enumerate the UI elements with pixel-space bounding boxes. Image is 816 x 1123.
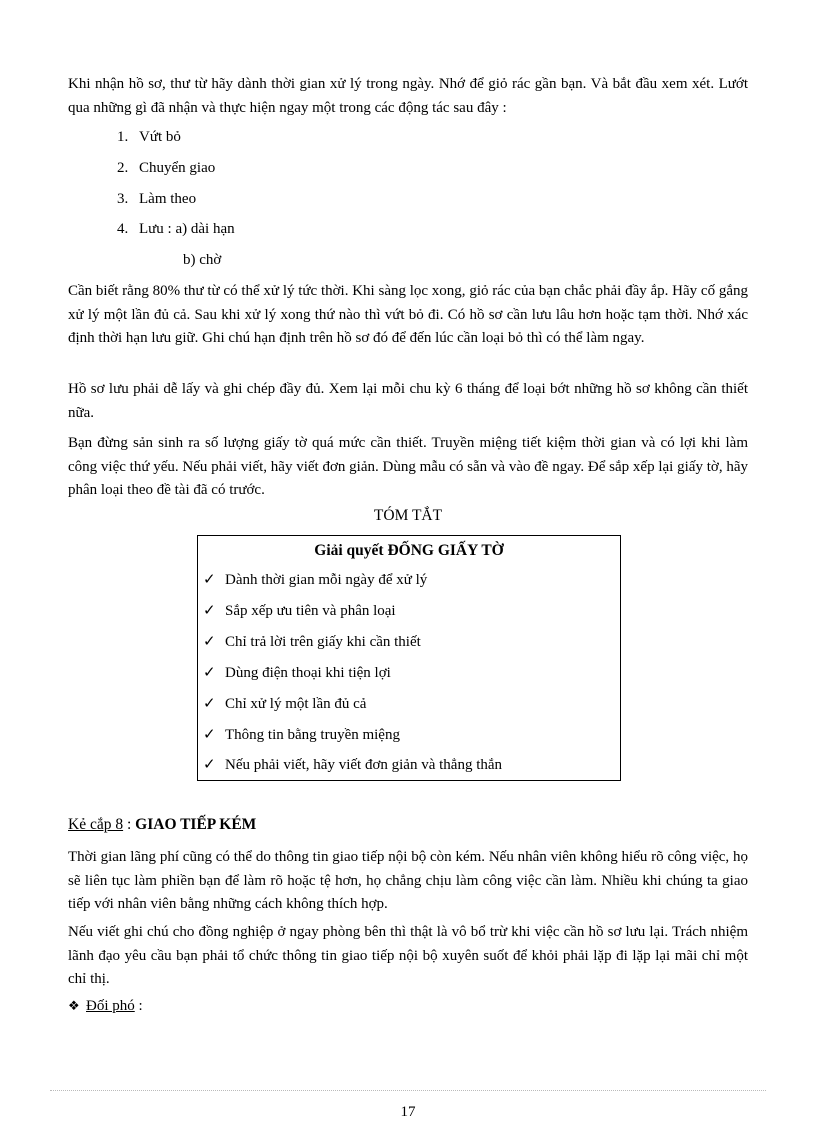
list-item bbox=[117, 127, 181, 147]
summary-box bbox=[197, 535, 621, 781]
list-number: 1. bbox=[117, 129, 129, 145]
check-icon: ✓ bbox=[203, 727, 216, 743]
summary-item bbox=[203, 725, 400, 745]
list-number: 4. bbox=[117, 221, 129, 237]
check-icon: ✓ bbox=[203, 696, 216, 712]
check-icon: ✓ bbox=[203, 757, 216, 773]
check-icon: ✓ bbox=[203, 634, 216, 650]
list-label: Chuyển giao bbox=[139, 160, 216, 176]
list-number: 2. bbox=[117, 160, 129, 176]
summary-item-label: Chỉ xử lý một lần đủ cả bbox=[225, 696, 367, 712]
intro-paragraph: Khi nhận hồ sơ, thư từ hãy dành thời gian xử lý trong ngày. Nhớ để giỏ rác gần bạn. Và bắt đầu xem xét. Lướt qua những gì đã nhận và thực hiện ngay một trong các động tác sau đây : bbox=[68, 76, 748, 116]
coping-label: Đối phó bbox=[86, 998, 135, 1014]
coping-suffix: : bbox=[134, 998, 143, 1014]
section-paragraph-1: Thời gian lãng phí cũng có thể do thông tin giao tiếp nội bộ còn kém. Nếu nhân viên không hiểu rõ công việc, họ sẽ liên tục làm phiền bạn để làm rõ hoặc tệ hơn, họ chẳng chịu làm công việc cần làm. Nhiều khi chúng ta giao tiếp với nhân viên bằng những cách không thích hợp. bbox=[68, 849, 748, 912]
paragraph-archive: Hồ sơ lưu phải dễ lấy và ghi chép đầy đủ. Xem lại mỗi chu kỳ 6 tháng để loại bớt những hồ sơ không cần thiết nữa. bbox=[68, 381, 748, 421]
summary-item-label: Thông tin bằng truyền miệng bbox=[225, 727, 400, 743]
list-number: 3. bbox=[117, 191, 129, 207]
coping-bullet bbox=[68, 998, 143, 1015]
summary-item bbox=[203, 570, 427, 590]
section-separator: : bbox=[123, 816, 136, 833]
diamond-bullet-icon: ❖ bbox=[68, 998, 80, 1013]
page-number: 17 bbox=[400, 1104, 416, 1120]
list-label: Lưu : a) dài hạn bbox=[139, 221, 235, 237]
summary-title: TÓM TẮT bbox=[373, 507, 443, 524]
check-icon: ✓ bbox=[203, 603, 216, 619]
list-label: Vứt bỏ bbox=[139, 129, 181, 145]
summary-item bbox=[203, 694, 366, 714]
section-heading bbox=[68, 816, 256, 834]
list-item bbox=[117, 158, 215, 178]
summary-item-label: Dành thời gian mỗi ngày để xử lý bbox=[225, 572, 428, 588]
summary-item-label: Dùng điện thoại khi tiện lợi bbox=[225, 665, 391, 681]
summary-box-title: Giải quyết ĐỐNG GIẤY TỜ bbox=[314, 542, 504, 559]
section-title: GIAO TIẾP KÉM bbox=[135, 816, 257, 833]
summary-item-label: Sắp xếp ưu tiên và phân loại bbox=[225, 603, 396, 619]
check-icon: ✓ bbox=[203, 572, 216, 588]
check-icon: ✓ bbox=[203, 665, 216, 681]
list-item bbox=[117, 219, 235, 239]
summary-item bbox=[203, 663, 391, 683]
summary-item-label: Nếu phải viết, hãy viết đơn giản và thẳng thắn bbox=[225, 757, 503, 773]
list-sub-item: b) chờ bbox=[183, 252, 222, 268]
list-item bbox=[117, 189, 196, 209]
list-label: Làm theo bbox=[139, 191, 197, 207]
footer-divider bbox=[50, 1090, 766, 1091]
section-paragraph-2: Nếu viết ghi chú cho đồng nghiệp ở ngay phòng bên thì thật là vô bổ trừ khi việc cần hồ sơ lưu lại. Trách nhiệm lãnh đạo yêu cầu bạn phải tổ chức thông tin giao tiếp nội bộ xuyên suốt để khỏi phải lặp đi lặp lại mãi chỉ một chỉ thị. bbox=[68, 924, 748, 987]
paragraph-80-percent: Cần biết rằng 80% thư từ có thể xử lý tức thời. Khi sàng lọc xong, giỏ rác của bạn chắc phải đầy ắp. Hãy cố gắng xử lý một lần đủ cả. Sau khi xử lý xong thứ nào thì vứt bỏ đi. Có hồ sơ cần lưu lâu hơn hoặc tạm thời. Nhớ xác định thời hạn lưu giữ. Ghi chú hạn định trên hồ sơ đó để đến lúc cần loại bỏ thì có thể làm ngay. bbox=[68, 283, 748, 346]
summary-item bbox=[203, 601, 396, 621]
section-label: Kẻ cắp 8 bbox=[68, 816, 124, 833]
summary-item-label: Chỉ trả lời trên giấy khi cần thiết bbox=[225, 634, 421, 650]
summary-item bbox=[203, 755, 502, 775]
paragraph-paperwork: Bạn đừng sản sinh ra số lượng giấy tờ quá mức cần thiết. Truyền miệng tiết kiệm thời gian và có lợi khi làm công việc thứ yếu. Nếu phải viết, hãy viết đơn giản. Dùng mẫu có sẵn và vào đề ngay. Để sắp xếp lại giấy tờ, hãy phân loại theo đề tài đã có trước. bbox=[68, 435, 748, 498]
summary-item bbox=[203, 632, 421, 652]
